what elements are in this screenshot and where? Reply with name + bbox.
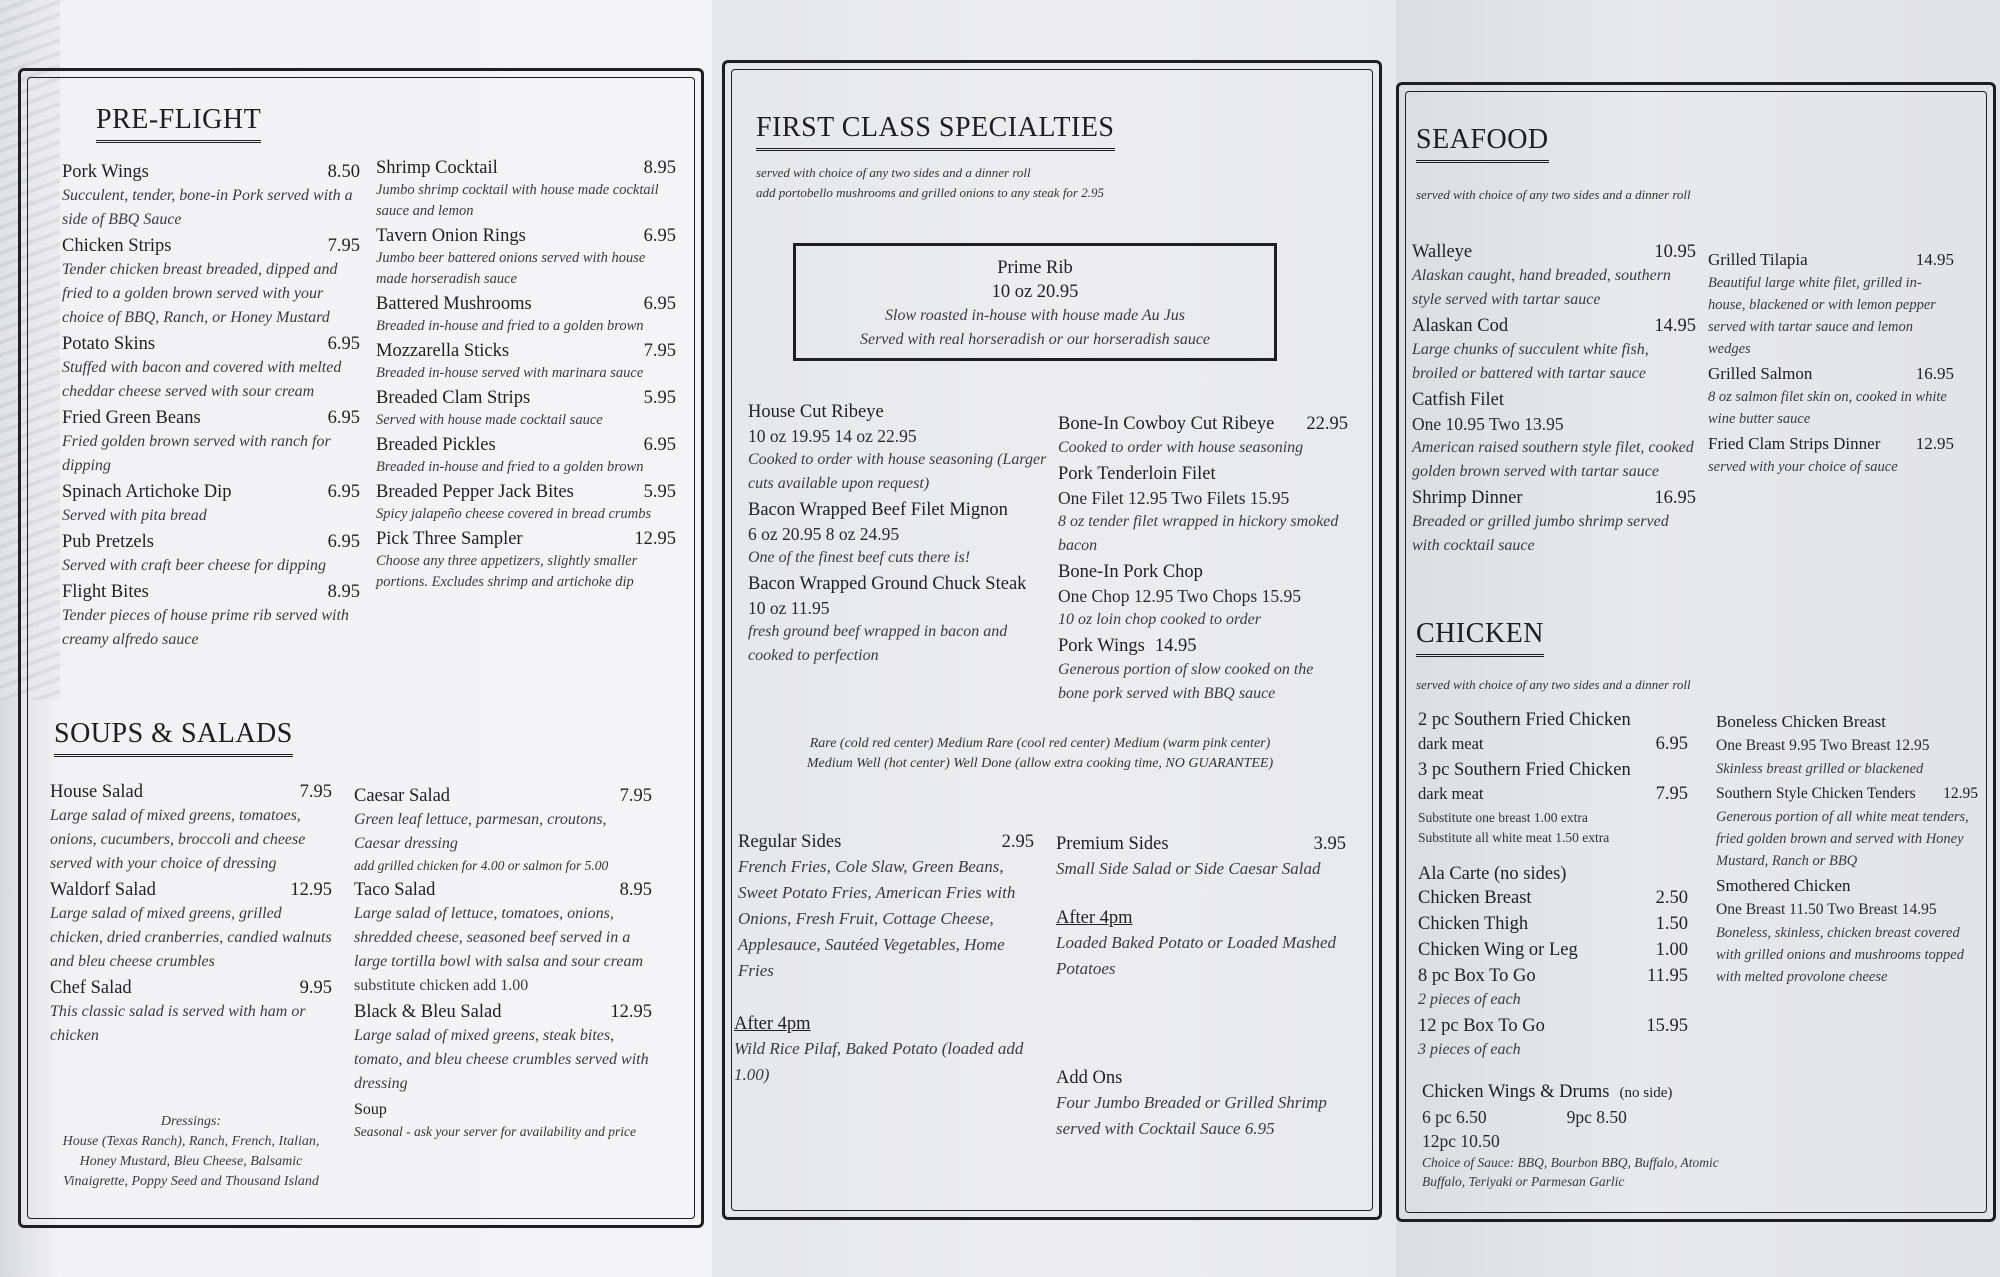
item-name: Fried Green Beans <box>62 408 201 428</box>
first-class-col-2 <box>1058 412 1348 708</box>
item-name: Bacon Wrapped Beef Filet Mignon <box>748 500 1008 520</box>
item-sub: dark meat <box>1418 734 1484 753</box>
item-price: 7.95 <box>327 236 360 256</box>
item-price: 8.95 <box>643 158 676 178</box>
after-4pm-left <box>734 1012 1034 1088</box>
menu-item <box>62 530 360 578</box>
item-desc: 10 oz loin chop cooked to order <box>1058 611 1261 628</box>
wings-title: Chicken Wings & Drums <box>1422 1082 1610 1102</box>
menu-item <box>62 234 360 330</box>
item-desc: French Fries, Cole Slaw, Green Beans, Sweet Potato Fries, American Fries with Onions, Fresh Fruit, Cottage Cheese, Applesauce, Sautéed Vegetables, Home Fries <box>738 857 1016 980</box>
item-name: Pub Pretzels <box>62 532 154 552</box>
item-name: 12 pc Box To Go <box>1418 1016 1545 1036</box>
item-desc: Spicy jalapeño cheese covered in bread crumbs <box>376 506 652 522</box>
item-price: 8.50 <box>327 162 360 182</box>
item-desc: Generous portion of all white meat tenders, fried golden brown and served with Honey Mustard, Ranch or BBQ <box>1716 809 1969 869</box>
soups-col-1 <box>50 780 332 1050</box>
item-price: 9.95 <box>299 978 332 998</box>
item-desc: Beautiful large white filet, grilled in-house, blackened or with lemon pepper served with tartar sauce and lemon wedges <box>1708 275 1936 357</box>
item-desc: Tender chicken breast breaded, dipped and fried to a golden brown served with your choice of BBQ, Ranch, or Honey Mustard <box>62 261 338 326</box>
wings-9pc: 9pc 8.50 <box>1566 1107 1627 1127</box>
item-name: Chicken Breast <box>1418 888 1532 908</box>
first-class-col-1 <box>748 400 1048 670</box>
menu-item <box>376 433 676 478</box>
item-name: Bone-In Pork Chop <box>1058 562 1203 582</box>
prime-rib-desc-1: Slow roasted in-house with house made Au Jus <box>885 307 1185 324</box>
item-desc: Loaded Baked Potato or Loaded Mashed Potatoes <box>1056 933 1336 978</box>
item-name: Premium Sides <box>1056 834 1169 854</box>
item-name: Chicken Strips <box>62 236 172 256</box>
item-name: Boneless Chicken Breast <box>1716 712 1886 731</box>
wings-sauce: Choice of Sauce: BBQ, Bourbon BBQ, Buffalo, Atomic Buffalo, Teriyaki or Parmesan Garlic <box>1422 1155 1719 1189</box>
menu-item <box>50 878 332 974</box>
dressings-list: House (Texas Ranch), Ranch, French, Italian, Honey Mustard, Bleu Cheese, Balsamic Vinaigrette, Poppy Seed and Thousand Island <box>62 1134 320 1189</box>
item-desc: Large chunks of succulent white fish, broiled or battered with tartar sauce <box>1412 341 1649 382</box>
alacarte-title <box>1418 862 1688 886</box>
item-price: 6.95 <box>327 334 360 354</box>
item-name: House Salad <box>50 782 143 802</box>
menu-item <box>354 784 652 876</box>
item-price: 1.50 <box>1655 914 1688 934</box>
prime-rib-box <box>793 243 1277 361</box>
menu-item <box>376 339 676 384</box>
menu-item <box>1708 362 1954 430</box>
preflight-col-1 <box>62 160 360 654</box>
menu-item <box>1418 1014 1688 1062</box>
menu-item <box>1708 248 1954 360</box>
menu-item <box>1708 432 1954 478</box>
menu-item <box>376 386 676 431</box>
item-desc: 3 pieces of each <box>1418 1041 1521 1058</box>
item-desc: Cooked to order with house seasoning (Larger cuts available upon request) <box>748 451 1047 492</box>
menu-item <box>748 400 1048 496</box>
menu-item <box>1418 912 1688 936</box>
menu-item <box>62 406 360 478</box>
item-price: 10.95 <box>1654 242 1696 262</box>
menu-item <box>1058 634 1348 706</box>
item-sizes: 10 oz 19.95 14 oz 22.95 <box>748 426 917 446</box>
item-name: Alaskan Cod <box>1412 316 1509 336</box>
item-desc: Breaded in-house and fried to a golden brown <box>376 318 644 334</box>
item-name: After 4pm <box>734 1014 811 1034</box>
item-sizes: One Breast 11.50 Two Breast 14.95 <box>1716 901 1937 918</box>
item-price: 7.95 <box>643 341 676 361</box>
item-name: Flight Bites <box>62 582 149 602</box>
item-desc: Breaded in-house and fried to a golden brown <box>376 459 644 475</box>
item-price: 11.95 <box>1647 966 1688 986</box>
menu-item <box>1418 964 1688 1012</box>
item-price: 6.95 <box>643 226 676 246</box>
item-name: Waldorf Salad <box>50 880 156 900</box>
item-desc: Stuffed with bacon and covered with melted cheddar cheese served with sour cream <box>62 359 342 400</box>
item-desc: Choose any three appetizers, slightly smaller portions. Excludes shrimp and artichoke dip <box>376 553 638 590</box>
item-price: 12.95 <box>1915 434 1954 453</box>
item-sizes: One Chop 12.95 Two Chops 15.95 <box>1058 586 1301 606</box>
item-name: Bone-In Cowboy Cut Ribeye <box>1058 414 1275 434</box>
item-price: 12.95 <box>610 1002 652 1022</box>
menu-item <box>376 224 676 290</box>
seafood-title: SEAFOOD <box>1416 124 1549 163</box>
item-name: Chicken Wing or Leg <box>1418 940 1578 960</box>
item-desc: Alaskan caught, hand breaded, southern style served with tartar sauce <box>1412 267 1671 308</box>
item-name: Smothered Chicken <box>1716 876 1851 895</box>
item-desc: Large salad of mixed greens, steak bites, tomato, and bleu cheese crumbles served with dressing <box>354 1027 649 1092</box>
menu-item <box>1716 874 1978 988</box>
item-name: Black & Bleu Salad <box>354 1002 502 1022</box>
item-desc: Wild Rice Pilaf, Baked Potato (loaded add 1.00) <box>734 1039 1024 1084</box>
item-desc: 2 pieces of each <box>1418 991 1521 1008</box>
first-class-title: FIRST CLASS SPECIALTIES <box>756 112 1115 151</box>
item-desc: Breaded or grilled jumbo shrimp served with cocktail sauce <box>1412 513 1669 554</box>
item-name: Breaded Clam Strips <box>376 388 531 408</box>
item-name: Tavern Onion Rings <box>376 226 526 246</box>
wings-sizes <box>1422 1105 1722 1129</box>
menu-item <box>62 580 360 652</box>
item-desc: Fried golden brown served with ranch for dipping <box>62 433 331 474</box>
item-price: 6.95 <box>327 532 360 552</box>
item-desc: Served with pita bread <box>62 507 207 524</box>
item-name: Grilled Salmon <box>1708 364 1813 383</box>
item-price: 12.95 <box>634 529 676 549</box>
item-name: Breaded Pepper Jack Bites <box>376 482 574 502</box>
item-desc: Four Jumbo Breaded or Grilled Shrimp served with Cocktail Sauce 6.95 <box>1056 1093 1327 1138</box>
item-desc: 8 oz salmon filet skin on, cooked in white wine butter sauce <box>1708 389 1947 427</box>
item-note: substitute chicken add 1.00 <box>354 977 529 994</box>
menu-item <box>748 572 1048 668</box>
chicken-col-1 <box>1418 708 1688 1064</box>
prime-rib-desc-2: Served with real horseradish or our horseradish sauce <box>859 331 1211 348</box>
menu-item <box>1058 462 1348 558</box>
item-price: 7.95 <box>619 786 652 806</box>
item-price: 12.95 <box>1943 785 1978 802</box>
menu-item <box>1058 412 1348 460</box>
chicken-title: CHICKEN <box>1416 618 1544 657</box>
item-desc: Large salad of mixed greens, tomatoes, onions, cucumbers, broccoli and cheese served with your choice of dressing <box>50 807 306 872</box>
menu-item <box>50 976 332 1048</box>
wings-note: (no side) <box>1619 1085 1673 1101</box>
item-desc: Breaded in-house served with marinara sauce <box>376 365 644 381</box>
item-name: Caesar Salad <box>354 786 451 806</box>
menu-item <box>354 1098 652 1142</box>
item-desc: Generous portion of slow cooked on the bone pork served with BBQ sauce <box>1058 661 1314 702</box>
item-price: 6.95 <box>327 482 360 502</box>
menu-item <box>1716 782 1978 872</box>
chicken-note: served with choice of any two sides and a dinner roll <box>1416 677 1691 692</box>
item-name: Spinach Artichoke Dip <box>62 482 232 502</box>
menu-item <box>354 1000 652 1096</box>
item-desc: Large salad of mixed greens, grilled chicken, dried cranberries, candied walnuts and bleu cheese crumbles <box>50 905 332 970</box>
item-price: 6.95 <box>643 294 676 314</box>
item-name: House Cut Ribeye <box>748 402 884 422</box>
wings-6pc: 6 pc 6.50 <box>1422 1107 1487 1127</box>
item-name: Ala Carte (no sides) <box>1418 864 1567 884</box>
item-desc: One of the finest beef cuts there is! <box>748 549 971 566</box>
menu-item <box>62 480 360 528</box>
item-sizes: One Filet 12.95 Two Filets 15.95 <box>1058 488 1290 508</box>
item-price: 1.00 <box>1655 940 1688 960</box>
item-name: Catfish Filet <box>1412 390 1504 410</box>
seafood-col-1 <box>1412 240 1696 560</box>
item-price: 10 oz 20.95 <box>991 282 1079 302</box>
item-price: 15.95 <box>1646 1016 1688 1036</box>
item-name: Breaded Pickles <box>376 435 496 455</box>
item-name: 2 pc Southern Fried Chicken <box>1418 710 1631 730</box>
item-name: Battered Mushrooms <box>376 294 532 314</box>
chicken-col-2 <box>1716 710 1978 990</box>
item-name: Shrimp Cocktail <box>376 158 498 178</box>
item-sizes: 10 oz 11.95 <box>748 598 830 618</box>
item-price: 8.95 <box>327 582 360 602</box>
item-price: 6.95 <box>327 408 360 428</box>
item-sizes: One Breast 9.95 Two Breast 12.95 <box>1716 737 1930 754</box>
item-name: After 4pm <box>1056 908 1133 928</box>
menu-item <box>748 498 1048 570</box>
item-desc: American raised southern style filet, cooked golden brown served with tartar sauce <box>1412 439 1694 480</box>
item-price: 16.95 <box>1654 488 1696 508</box>
item-desc: Green leaf lettuce, parmesan, croutons, Caesar dressing <box>354 811 607 852</box>
premium-sides <box>1056 832 1346 882</box>
menu-item <box>1412 314 1696 386</box>
menu-item <box>1412 388 1696 484</box>
doneness-line-1: Rare (cold red center) Medium Rare (cool red center) Medium (warm pink center) <box>809 736 1271 751</box>
item-name: 8 pc Box To Go <box>1418 966 1536 986</box>
item-price: 14.95 <box>1654 316 1696 336</box>
menu-item <box>1418 758 1688 806</box>
menu-item <box>1412 240 1696 312</box>
dressings-block <box>48 1112 334 1192</box>
after-4pm-right <box>1056 906 1346 982</box>
item-desc: Succulent, tender, bone-in Pork served with a side of BBQ Sauce <box>62 187 353 228</box>
item-price: 12.95 <box>290 880 332 900</box>
doneness-line-2: Medium Well (hot center) Well Done (allow extra cooking time, NO GUARANTEE) <box>806 756 1274 771</box>
menu-item <box>62 160 360 232</box>
soups-col-2 <box>354 784 652 1144</box>
item-name: Pork Tenderloin Filet <box>1058 464 1216 484</box>
item-name: Pork Wings <box>62 162 149 182</box>
item-name: Potato Skins <box>62 334 156 354</box>
item-name: Taco Salad <box>354 880 436 900</box>
menu-item <box>1412 486 1696 558</box>
menu-item <box>1418 708 1688 756</box>
item-desc: Large salad of lettuce, tomatoes, onions, shredded cheese, seasoned beef served in a large tortilla bowl with salsa and sour cream <box>354 905 644 970</box>
prime-rib-size <box>796 280 1274 304</box>
item-price: 3.95 <box>1313 834 1346 854</box>
dressings-label: Dressings: <box>160 1114 222 1129</box>
item-name: 3 pc Southern Fried Chicken <box>1418 760 1631 780</box>
item-desc: served with your choice of sauce <box>1708 459 1898 475</box>
item-name: Bacon Wrapped Ground Chuck Steak <box>748 574 1027 594</box>
item-desc: Seasonal - ask your server for availability and price <box>354 1124 636 1139</box>
substitute-note-1: Substitute one breast 1.00 extra <box>1418 810 1588 825</box>
item-desc: Tender pieces of house prime rib served with creamy alfredo sauce <box>62 607 349 648</box>
chicken-wings-block <box>1422 1080 1722 1191</box>
item-price: 14.95 <box>1154 636 1197 656</box>
menu-item <box>1418 886 1688 910</box>
item-desc: Boneless, skinless, chicken breast covered with grilled onions and mushrooms topped with melted provolone cheese <box>1716 925 1964 985</box>
item-price: 6.95 <box>643 435 676 455</box>
item-price: 14.95 <box>1915 250 1954 269</box>
menu-item <box>354 878 652 998</box>
menu-item <box>1418 938 1688 962</box>
item-sizes: One 10.95 Two 13.95 <box>1412 414 1564 434</box>
item-desc: Served with craft beer cheese for dipping <box>62 557 326 574</box>
seafood-col-2 <box>1708 248 1954 480</box>
prime-rib-name <box>796 256 1274 280</box>
item-price: 8.95 <box>619 880 652 900</box>
item-price: 6.95 <box>1655 734 1688 754</box>
menu-item <box>62 332 360 404</box>
first-class-note-2: add portobello mushrooms and grilled onions to any steak for 2.95 <box>756 185 1104 200</box>
item-desc: fresh ground beef wrapped in bacon and cooked to perfection <box>748 623 1008 664</box>
menu-item <box>1716 710 1978 780</box>
item-sizes: 6 oz 20.95 8 oz 24.95 <box>748 524 900 544</box>
item-price: 2.95 <box>1001 832 1034 852</box>
item-name: Pick Three Sampler <box>376 529 523 549</box>
item-name: Walleye <box>1412 242 1473 262</box>
item-name: Soup <box>354 1101 387 1118</box>
item-desc: Small Side Salad or Side Caesar Salad <box>1056 859 1321 878</box>
wings-12pc: 12pc 10.50 <box>1422 1131 1500 1151</box>
menu-item <box>376 156 676 222</box>
first-class-note-1: served with choice of any two sides and a dinner roll <box>756 165 1031 180</box>
regular-sides <box>738 830 1034 984</box>
item-price: 16.95 <box>1915 364 1954 383</box>
item-name: Southern Style Chicken Tenders <box>1716 785 1916 802</box>
item-name: Fried Clam Strips Dinner <box>1708 434 1881 453</box>
item-sub: dark meat <box>1418 784 1484 803</box>
item-price: 22.95 <box>1306 414 1348 434</box>
item-desc: Jumbo beer battered onions served with house made horseradish sauce <box>376 250 646 287</box>
item-desc: Served with house made cocktail sauce <box>376 412 603 428</box>
item-desc: 8 oz tender filet wrapped in hickory smoked bacon <box>1058 513 1339 554</box>
substitute-note-2: Substitute all white meat 1.50 extra <box>1418 830 1610 845</box>
menu-item <box>376 292 676 337</box>
item-name: Chicken Thigh <box>1418 914 1529 934</box>
menu-item <box>50 780 332 876</box>
preflight-col-2 <box>376 156 676 595</box>
seafood-note: served with choice of any two sides and a dinner roll <box>1416 187 1691 202</box>
item-name: Prime Rib <box>997 258 1073 278</box>
item-desc: Cooked to order with house seasoning <box>1058 439 1304 456</box>
item-name: Regular Sides <box>738 832 842 852</box>
item-price: 5.95 <box>643 482 676 502</box>
doneness-guide <box>760 734 1320 774</box>
item-name: Chef Salad <box>50 978 132 998</box>
item-name: Mozzarella Sticks <box>376 341 510 361</box>
soups-title: SOUPS & SALADS <box>54 718 293 757</box>
item-price: 5.95 <box>643 388 676 408</box>
item-desc: Skinless breast grilled or blackened <box>1716 761 1924 777</box>
menu-panel-left <box>0 0 718 1277</box>
item-desc: Jumbo shrimp cocktail with house made cocktail sauce and lemon <box>376 182 659 219</box>
item-price: 7.95 <box>1655 784 1688 804</box>
item-price: 2.50 <box>1655 888 1688 908</box>
preflight-title: PRE-FLIGHT <box>96 104 261 143</box>
item-name: Pork Wings <box>1058 636 1145 656</box>
item-note: add grilled chicken for 4.00 or salmon for 5.00 <box>354 858 609 873</box>
item-name: Shrimp Dinner <box>1412 488 1523 508</box>
item-name: Grilled Tilapia <box>1708 250 1808 269</box>
menu-item <box>376 527 676 593</box>
item-desc: This classic salad is served with ham or chicken <box>50 1003 306 1044</box>
item-price: 7.95 <box>299 782 332 802</box>
menu-item <box>1058 560 1348 632</box>
item-name: Add Ons <box>1056 1068 1123 1088</box>
menu-item <box>376 480 676 525</box>
add-ons <box>1056 1066 1346 1142</box>
